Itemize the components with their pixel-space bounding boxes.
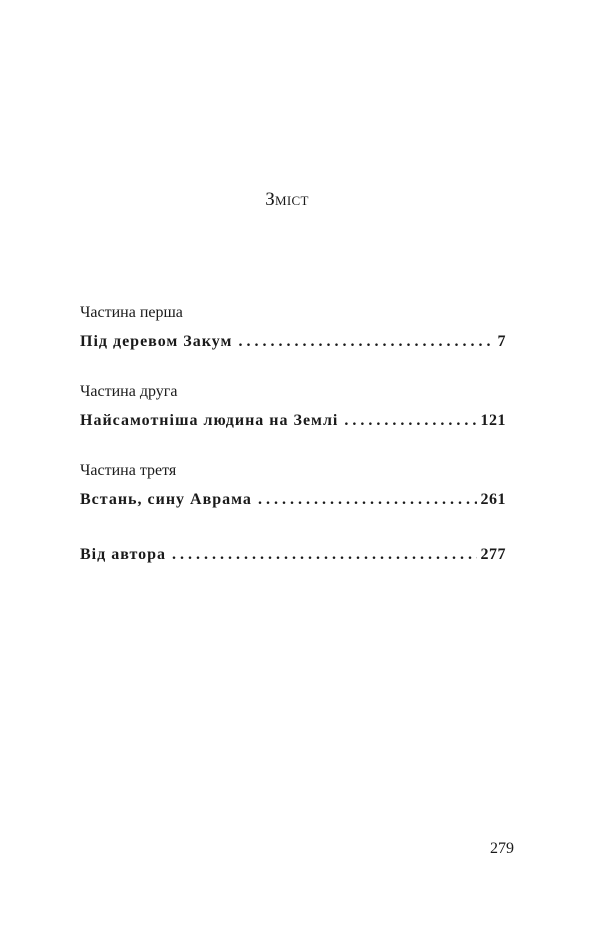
toc-entry-title: Встань, сину Аврама [80, 491, 252, 508]
toc-entry-from-author[interactable] [80, 546, 506, 564]
part-label-first: Частина перша [80, 304, 183, 321]
dot-leader [166, 546, 477, 564]
toc-entry-part-three[interactable] [80, 491, 506, 509]
toc-entry-page: 7 [490, 333, 506, 351]
page-title: Зміст [265, 189, 309, 210]
page-number: 279 [490, 840, 514, 857]
part-label-third: Частина третя [80, 462, 177, 479]
toc-entry-page: 121 [477, 412, 507, 430]
dot-leader [252, 491, 477, 509]
toc-entry-title: Найсамотніша людина на Землі [80, 412, 339, 429]
toc-entry-part-one[interactable] [80, 333, 506, 351]
toc-entry-page: 277 [477, 546, 507, 564]
dot-leader [232, 333, 490, 351]
toc-entry-page: 261 [477, 491, 507, 509]
dot-leader [338, 412, 476, 430]
toc-entry-part-two[interactable] [80, 412, 506, 430]
part-label-second: Частина друга [80, 383, 178, 400]
toc-entry-title: Під деревом Закум [80, 333, 233, 350]
toc-entry-title: Від автора [80, 546, 166, 563]
